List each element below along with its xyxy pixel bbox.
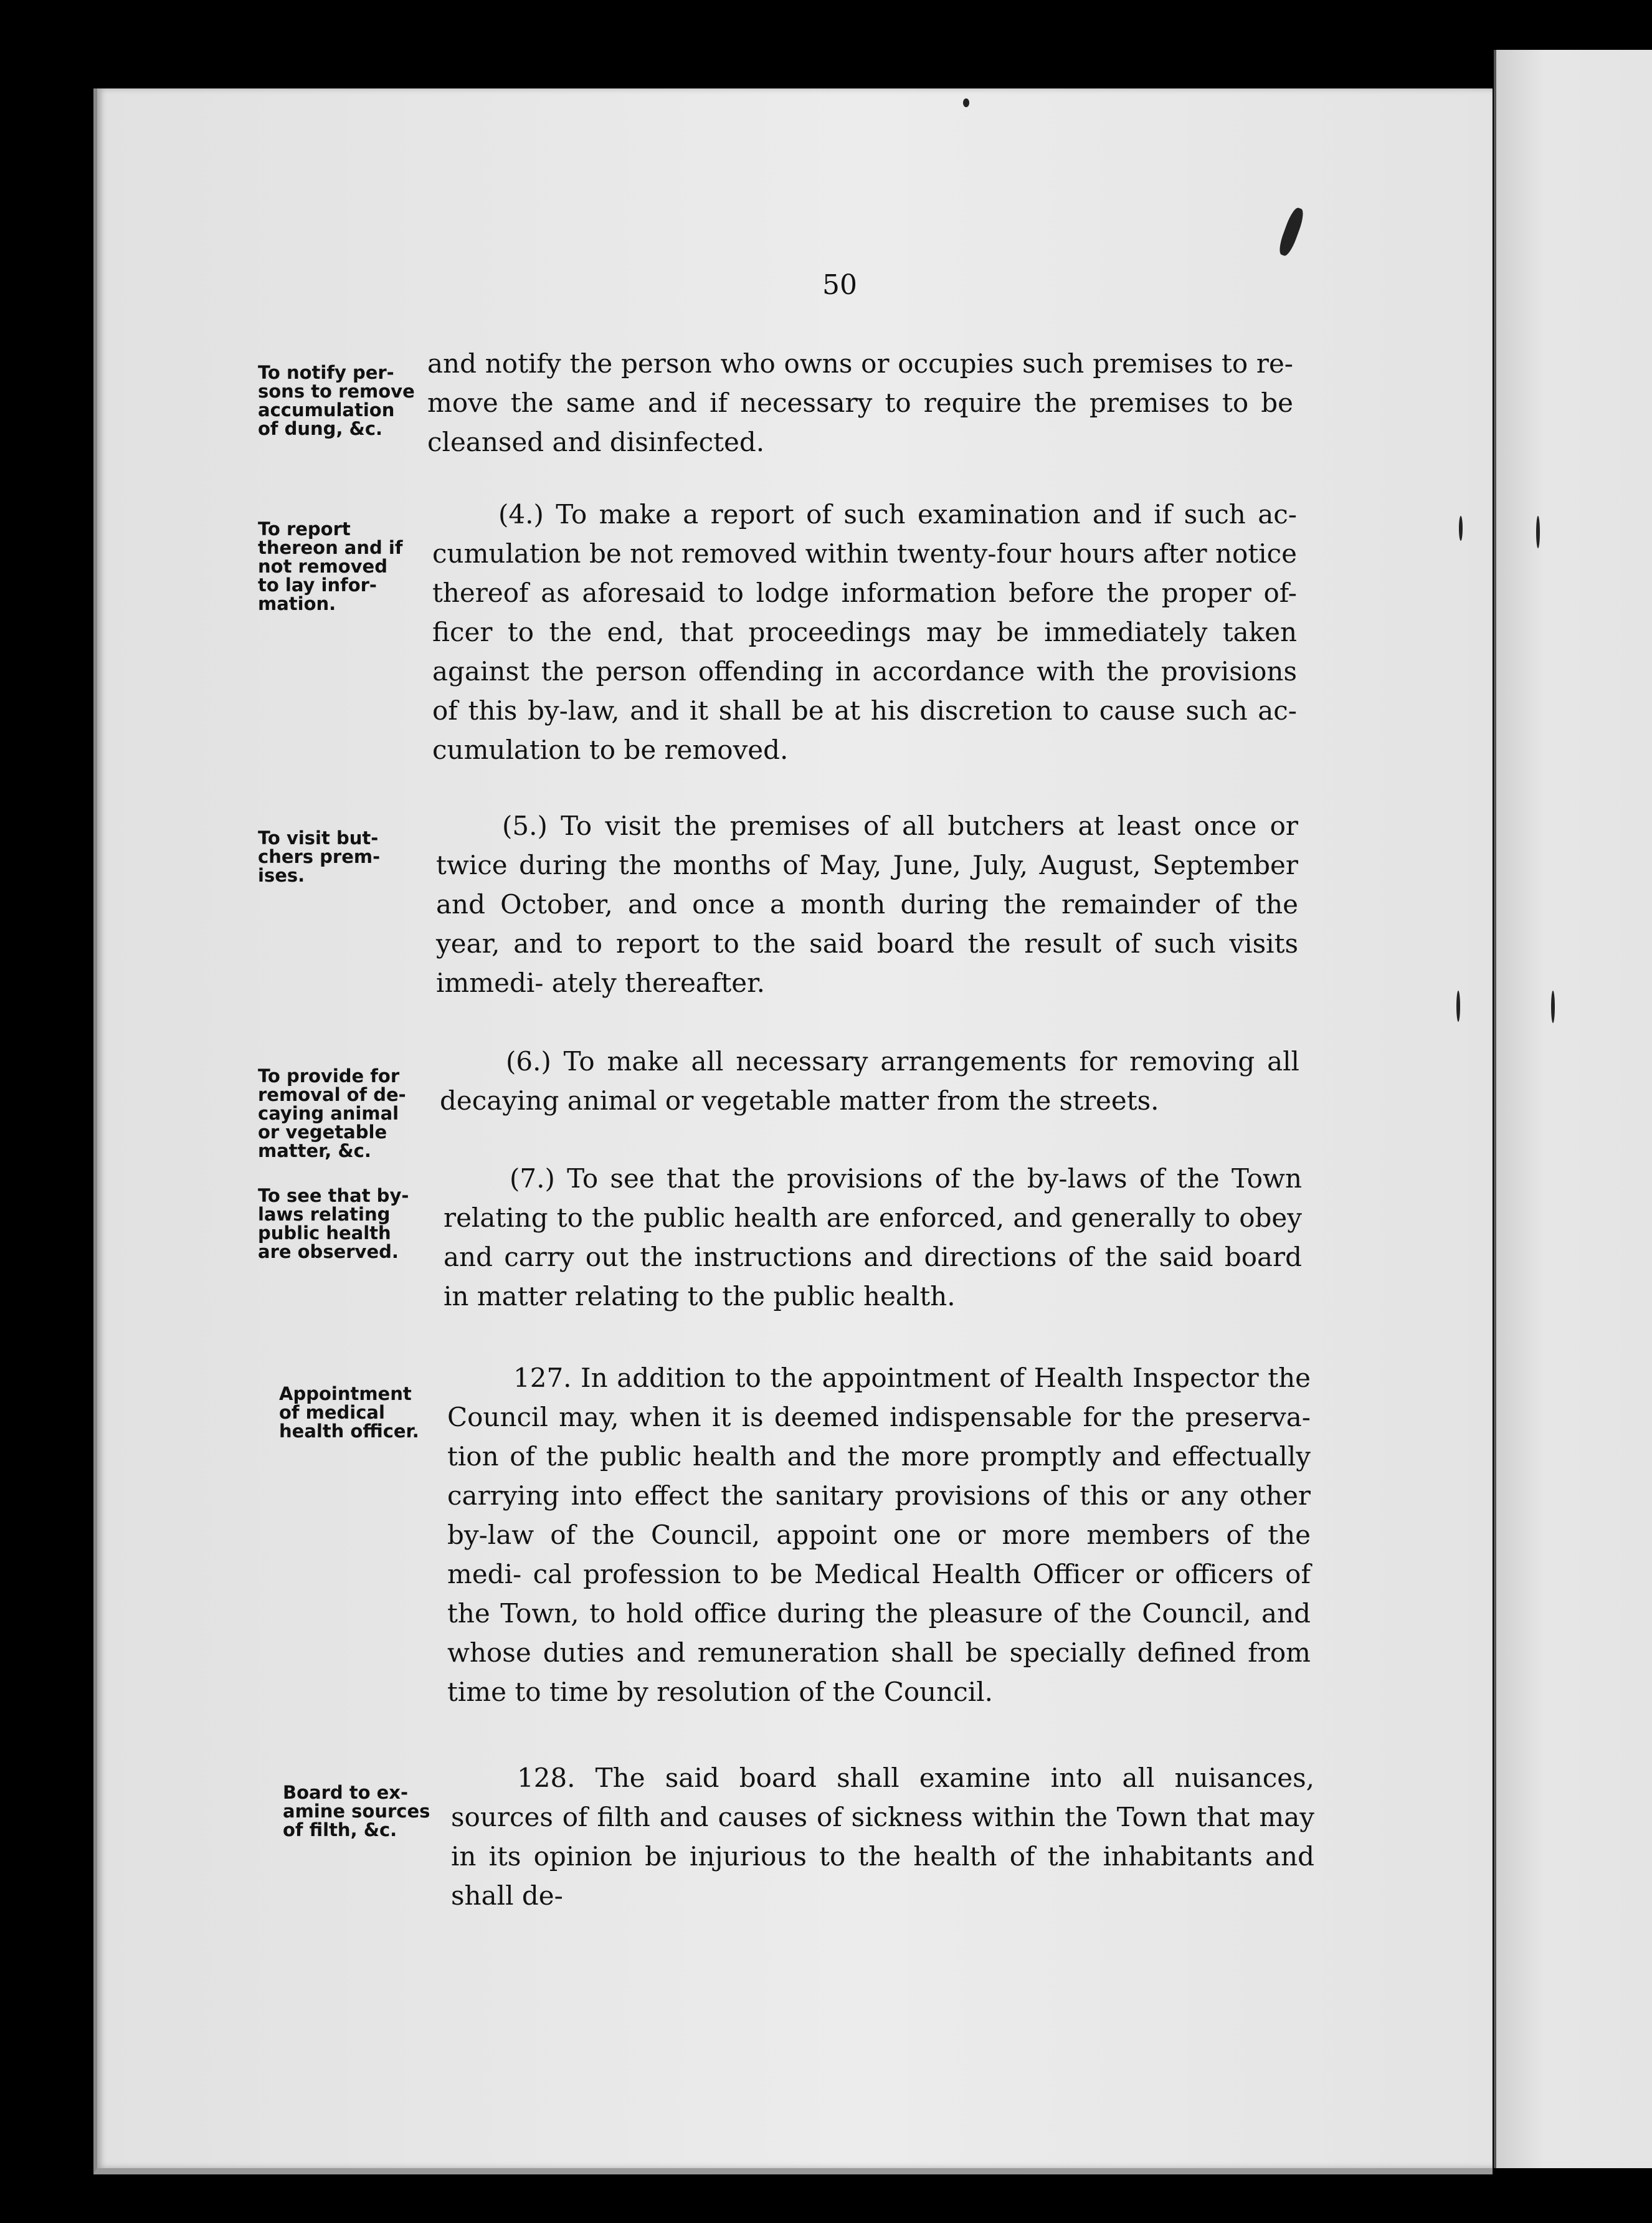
- paragraph: (4.) To make a report of such examination and if such ac- cumulation be not removed within twenty-four hours after notice thereof as aforesaid to lodge information before the proper of- ficer to the end, that proceedings may be immediately taken against the person offending in accordance with the provisions of this by-law, and it shall be at his discretion to cause such ac- cumulation to be removed.: [432, 499, 1297, 765]
- paragraph: 127. In addition to the appointment of Health Inspector the Council may, when it is deemed indispensable for the preserva- tion of the public health and the more promptly and effectually carrying into effect the sanitary provisions of this or any other by-law of the Council, appoint one or more members of the medi- cal profession to be Medical Health Officer or officers of the Town, to hold office during the pleasure of the Council, and whose duties and remuneration shall be specially defined from time to time by resolution of the Council.: [447, 1363, 1311, 1707]
- margin-note: To report thereon and if not removed to lay infor- mation.: [258, 518, 403, 614]
- paragraph: 128. The said board shall examine into all nuisances, sources of filth and causes of sickness within the Town that may in its opinion be injurious to the health of the inhabitants and shall de-: [451, 1763, 1314, 1911]
- page-number: 50: [822, 269, 857, 301]
- scan-speck: [963, 98, 969, 107]
- scan-speck: [1551, 991, 1555, 1023]
- paragraph: (6.) To make all necessary arrangements for removing all decaying animal or vegetable matter from the streets.: [440, 1046, 1299, 1116]
- paragraph: (5.) To visit the premises of all butchers at least once or twice during the months of May, June, July, August, September and October, and once a month during the remainder of the year, and to report to the said board the result of such visits immedi- ately thereafter.: [436, 811, 1298, 998]
- scan-speck: [1459, 516, 1463, 541]
- margin-note: To see that by- laws relating public health are observed.: [258, 1185, 409, 1262]
- margin-note: Board to ex- amine sources of filth, &c.: [283, 1782, 430, 1840]
- margin-note: Appointment of medical health officer.: [279, 1383, 419, 1442]
- adjacent-page-edge: [1494, 50, 1652, 2168]
- paragraph: and notify the person who owns or occupies such premises to re- move the same and if necessary to require the premises to be cleansed and disinfected.: [427, 348, 1293, 457]
- margin-note: To notify per- sons to remove accumulation of dung, &c.: [258, 362, 415, 439]
- paragraph: (7.) To see that the provisions of the by-laws of the Town relating to the public health are enforced, and generally to obey and carry out the instructions and directions of the said board in matter relating to the public health.: [444, 1163, 1302, 1311]
- scan-speck: [1456, 991, 1460, 1022]
- scan-speck: [1536, 516, 1540, 548]
- margin-note: To provide for removal of de- caying animal or vegetable matter, &c.: [258, 1065, 406, 1161]
- margin-note: To visit but- chers prem- ises.: [258, 827, 381, 886]
